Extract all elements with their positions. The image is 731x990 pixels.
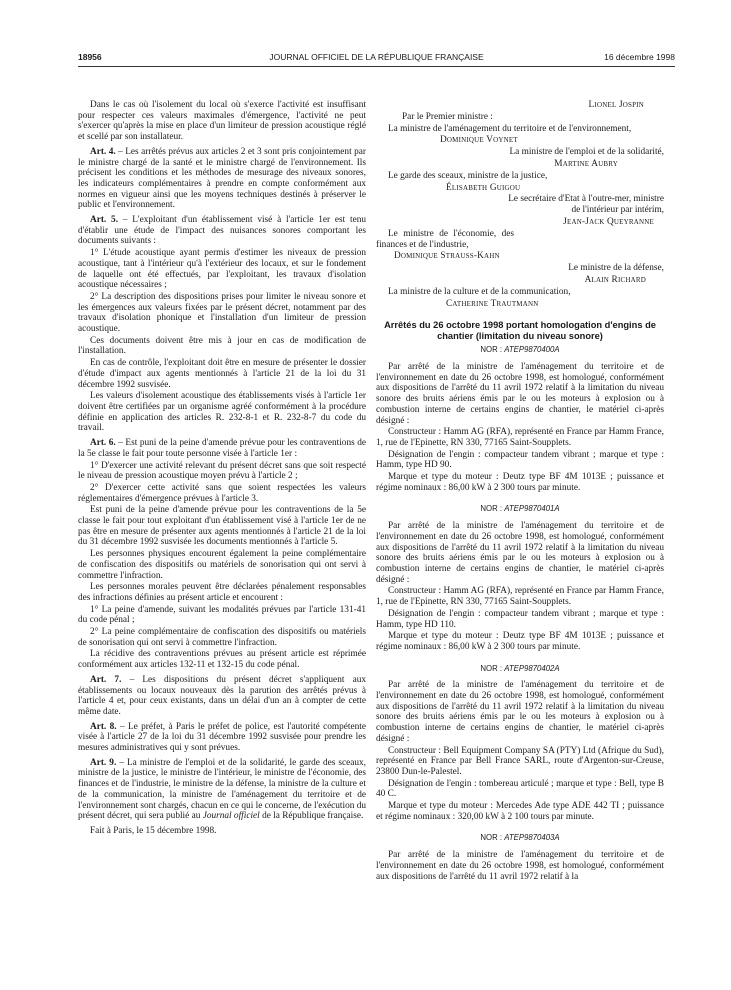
paragraph: 1° La peine d'amende, suivant les modalités prévues par l'article 131-41 du code pénal ;	[78, 604, 366, 626]
paragraph: La récidive des contraventions prévues au présent article est réprimée conformément aux articles 132-11 et 132-15 du code pénal.	[78, 649, 366, 671]
paragraph: Par arrêté de la ministre de l'aménagement du territoire et de l'environnement en date du 26 octobre 1998, est homologué, conformément aux dispositions de l'arrêté du 11 avril 1972 relatif à la limitation du niveau sonore des bruits aériens émis par le ou les moteurs à explosion ou à combustion interne de certains engins de chantier, le matériel ci-après désigné :	[376, 362, 664, 426]
paragraph: Ces documents doivent être mis à jour en cas de modification de l'installation.	[78, 335, 366, 357]
signatory-name: Dominique Strauss-Kahn	[394, 251, 500, 262]
article-5: Art. 5. – L'exploitant d'un établissement visé à l'article 1er est tenu d'établir une étude de l'impact des nuisances sonores comportant les documents suivants :	[78, 215, 366, 247]
article-8: Art. 8. – Le préfet, à Paris le préfet de police, est l'autorité compétente visée à l'article 27 de la loi du 31 décembre 1992 susvisée pour prendre les mesures administratives qui y sont prévues.	[78, 721, 367, 754]
paragraph: Marque et type du moteur : Deutz type BF 4M 1013E ; puissance et régime nominaux : 86,00 kW à 2 300 tours par minute.	[376, 631, 664, 652]
issue-date: 16 décembre 1998	[604, 52, 675, 62]
paragraph: Désignation de l'engin : compacteur tandem vibrant ; marque et type : Hamm, type HD 90.	[376, 449, 664, 471]
signatory-title: La ministre de l'emploi et de la solidarité,	[509, 147, 664, 158]
paragraph: Les personnes physiques encourent également la peine complémentaire de confiscation des dispositifs ou matériels de sonorisation qui ont servi à commettre l'infraction.	[78, 549, 366, 581]
article-9: Art. 9. – La ministre de l'emploi et de la solidarité, le garde des sceaux, ministre de la justice, le ministre de l'intérieur, le ministre de l'économie, des finances et de l'industrie, le ministre de la défense, la ministre de la culture et de la communication, la ministre de l'aménagement du territoire et de l'environnement sont chargés, chacun en ce qui le concerne, de l'exécution du présent décret, qui sera publié au Journal officiel de la République française.	[78, 757, 366, 822]
nor-reference: NOR : ATEP9870400A	[480, 345, 560, 355]
signatory-name: Catherine Trautmann	[446, 298, 539, 309]
signatory-title: Le garde des sceaux, ministre de la justice,	[388, 170, 548, 181]
paragraph: Marque et type du moteur : Mercedes Ade type ADE 442 TI ; puissance et régime nominaux : 320,00 kW à 2 100 tours par minute.	[376, 801, 664, 822]
page-number: 18956	[78, 52, 102, 62]
paragraph: Désignation de l'engin : compacteur tandem vibrant ; marque et type : Hamm, type HD 110.	[376, 608, 664, 630]
signatory-name: Alain Richard	[584, 274, 646, 285]
article-7: Art. 7. – Les dispositions du présent décret s'appliquent aux établissements ou locaux nouveaux dès la parution des arrêtés prévus à l'article 4 et, pour ceux existants, dans un délai d'un an à compter de cette même date.	[78, 674, 367, 717]
paragraph: Constructeur : Hamm AG (RFA), représenté en France par Hamm France, 1, rue de l'Epinette, RN 330, 77165 Saint-Soupplets.	[376, 586, 664, 608]
paragraph: 2° La description des dispositions prises pour limiter le niveau sonore et les émergences aux valeurs fixées par le présent décret, notamment par des travaux d'isolation phonique et l'installation d'un limiteur de pression acoustique.	[78, 291, 366, 335]
journal-title: JOURNAL OFFICIEL DE LA RÉPUBLIQUE FRANÇAISE	[269, 52, 484, 62]
header-rule	[78, 66, 675, 67]
signatory-title: Le ministre de l'économie, des finances et de l'industrie,	[376, 228, 514, 250]
paragraph: En cas de contrôle, l'exploitant doit être en mesure de présenter le dossier d'étude d'impact aux agents mentionnés à l'article 21 de la loi du 31 décembre 1992 susvisée.	[78, 358, 366, 390]
paragraph: Constructeur : Hamm AG (RFA), représenté en France par Hamm France, 1, rue de l'Epinette, RN 330, 77165 Saint-Soupplets.	[376, 427, 664, 448]
arrete-heading: Arrêtés du 26 octobre 1998 portant homologation d'engins de chantier (limitation du niveau sonore)	[384, 320, 656, 342]
paragraph: Dans le cas où l'isolement du local où s'exerce l'activité est insuffisant pour respecter ces valeurs maximales d'émergence, l'activité ne peut s'exercer qu'après la mise en place d'un limiteur de pression acoustique réglé et scellé par son installateur.	[78, 100, 366, 143]
signatory-title: Le ministre de la défense,	[568, 263, 664, 274]
signatory-label: Par le Premier ministre :	[402, 111, 493, 122]
paragraph: Est puni de la peine d'amende prévue pour les contraventions de la 5e classe le fait pour tout exploitant d'un établissement visé à l'article 1er de ne pas être en mesure de présenter aux agents mentionnés à l'article 21 de la loi du 31 décembre 1992 susvisée les documents mentionnés à l'article 5.	[78, 505, 366, 548]
signatory-title: Le secrétaire d'Etat à l'outre-mer, ministre de l'intérieur par intérim,	[508, 194, 664, 216]
page-header	[78, 52, 675, 66]
nor-reference: NOR : ATEP9870403A	[480, 833, 560, 843]
article-6: Art. 6. – Est puni de la peine d'amende prévue pour les contraventions de la 5e classe le fait pour toute personne visée à l'article 1er :	[78, 438, 366, 459]
nor-reference: NOR : ATEP9870402A	[480, 663, 560, 673]
paragraph: Les valeurs d'isolement acoustique des établissements visés à l'article 1er doivent être certifiées par un organisme agréé conformément à la procédure définie en application des articles R. 232-8-1 et R. 232-8-7 du code du travail.	[78, 391, 366, 434]
paragraph: Constructeur : Bell Equipment Company SA (PTY) Ltd (Afrique du Sud), représenté en France par Bell France SARL, route d'Argenton-sur-Creuse, 23800 Dun-le-Palestel.	[376, 745, 664, 777]
signing-place-date: Fait à Paris, le 15 décembre 1998.	[90, 826, 217, 836]
paragraph: Les personnes morales peuvent être déclarées pénalement responsables des infractions définies au présent article et encourent :	[78, 582, 366, 603]
paragraph: Marque et type du moteur : Deutz type BF 4M 1013E ; puissance et régime nominaux : 86,00 kW à 2 300 tours par minute.	[376, 472, 664, 493]
signatory-title: La ministre de l'aménagement du territoire et de l'environnement,	[388, 123, 632, 134]
paragraph: Par arrêté de la ministre de l'aménagement du territoire et de l'environnement en date du 26 octobre 1998, est homologué, conformément aux dispositions de l'arrêté du 11 avril 1972 relatif à la	[376, 850, 664, 882]
signatory-title: La ministre de la culture et de la communication,	[388, 286, 571, 297]
nor-reference: NOR : ATEP9870401A	[480, 504, 560, 514]
signatory-name: Jean-Jack Queyranne	[563, 216, 654, 227]
paragraph: 1° L'étude acoustique ayant permis d'estimer les niveaux de pression acoustique, tant à l'intérieur qu'à l'extérieur des locaux, et sur le fondement de laquelle ont été effectués, par l'exploitant, les travaux d'isolation acoustique nécessaires ;	[78, 248, 366, 291]
left-column	[78, 100, 366, 838]
signatory-name: Lionel Jospin	[588, 100, 644, 110]
right-column	[376, 100, 664, 883]
article-4: Art. 4. – Les arrêtés prévus aux articles 2 et 3 sont pris conjointement par le ministre chargé de la santé et le ministre chargé de l'environnement. Ils précisent les conditions et les méthodes de mesurage des niveaux sonores, les indicateurs complémentaires à prendre en compte conformément aux normes en vigueur ainsi que les moyens techniques destinés à préserver le public et l'environnement.	[78, 146, 366, 211]
paragraph: 2° La peine complémentaire de confiscation des dispositifs ou matériels de sonorisation qui ont servi à commettre l'infraction.	[78, 627, 366, 648]
paragraph: Par arrêté de la ministre de l'aménagement du territoire et de l'environnement en date du 26 octobre 1998, est homologué, conformément aux dispositions de l'arrêté du 11 avril 1972 relatif à la limitation du niveau sonore des bruits aériens émis par le ou les moteurs à explosion ou à combustion interne de certains engins de chantier, le matériel ci-après désigné :	[376, 680, 664, 744]
paragraph: Désignation de l'engin : tombereau articulé ; marque et type : Bell, type B 40 C.	[376, 778, 664, 800]
signatures	[376, 100, 664, 309]
signatory-name: Martine Aubry	[554, 158, 618, 169]
paragraph: 2° D'exercer cette activité sans que soient respectées les valeurs réglementaires d'émergence prévues à l'article 3.	[78, 482, 366, 504]
paragraph: Par arrêté de la ministre de l'aménagement du territoire et de l'environnement en date du 26 octobre 1998, est homologué, conformément aux dispositions de l'arrêté du 11 avril 1972 relatif à la limitation du niveau sonore des bruits aériens émis par le ou les moteurs à explosion ou à combustion interne de certains engins de chantier, le matériel ci-après désigné :	[376, 521, 664, 585]
signatory-name: Élisabeth Guigou	[446, 182, 521, 193]
signatory-name: Dominique Voynet	[440, 135, 518, 146]
paragraph: 1° D'exercer une activité relevant du présent décret sans que soit respecté le niveau de pression acoustique moyen prévu à l'article 2 ;	[78, 460, 366, 482]
